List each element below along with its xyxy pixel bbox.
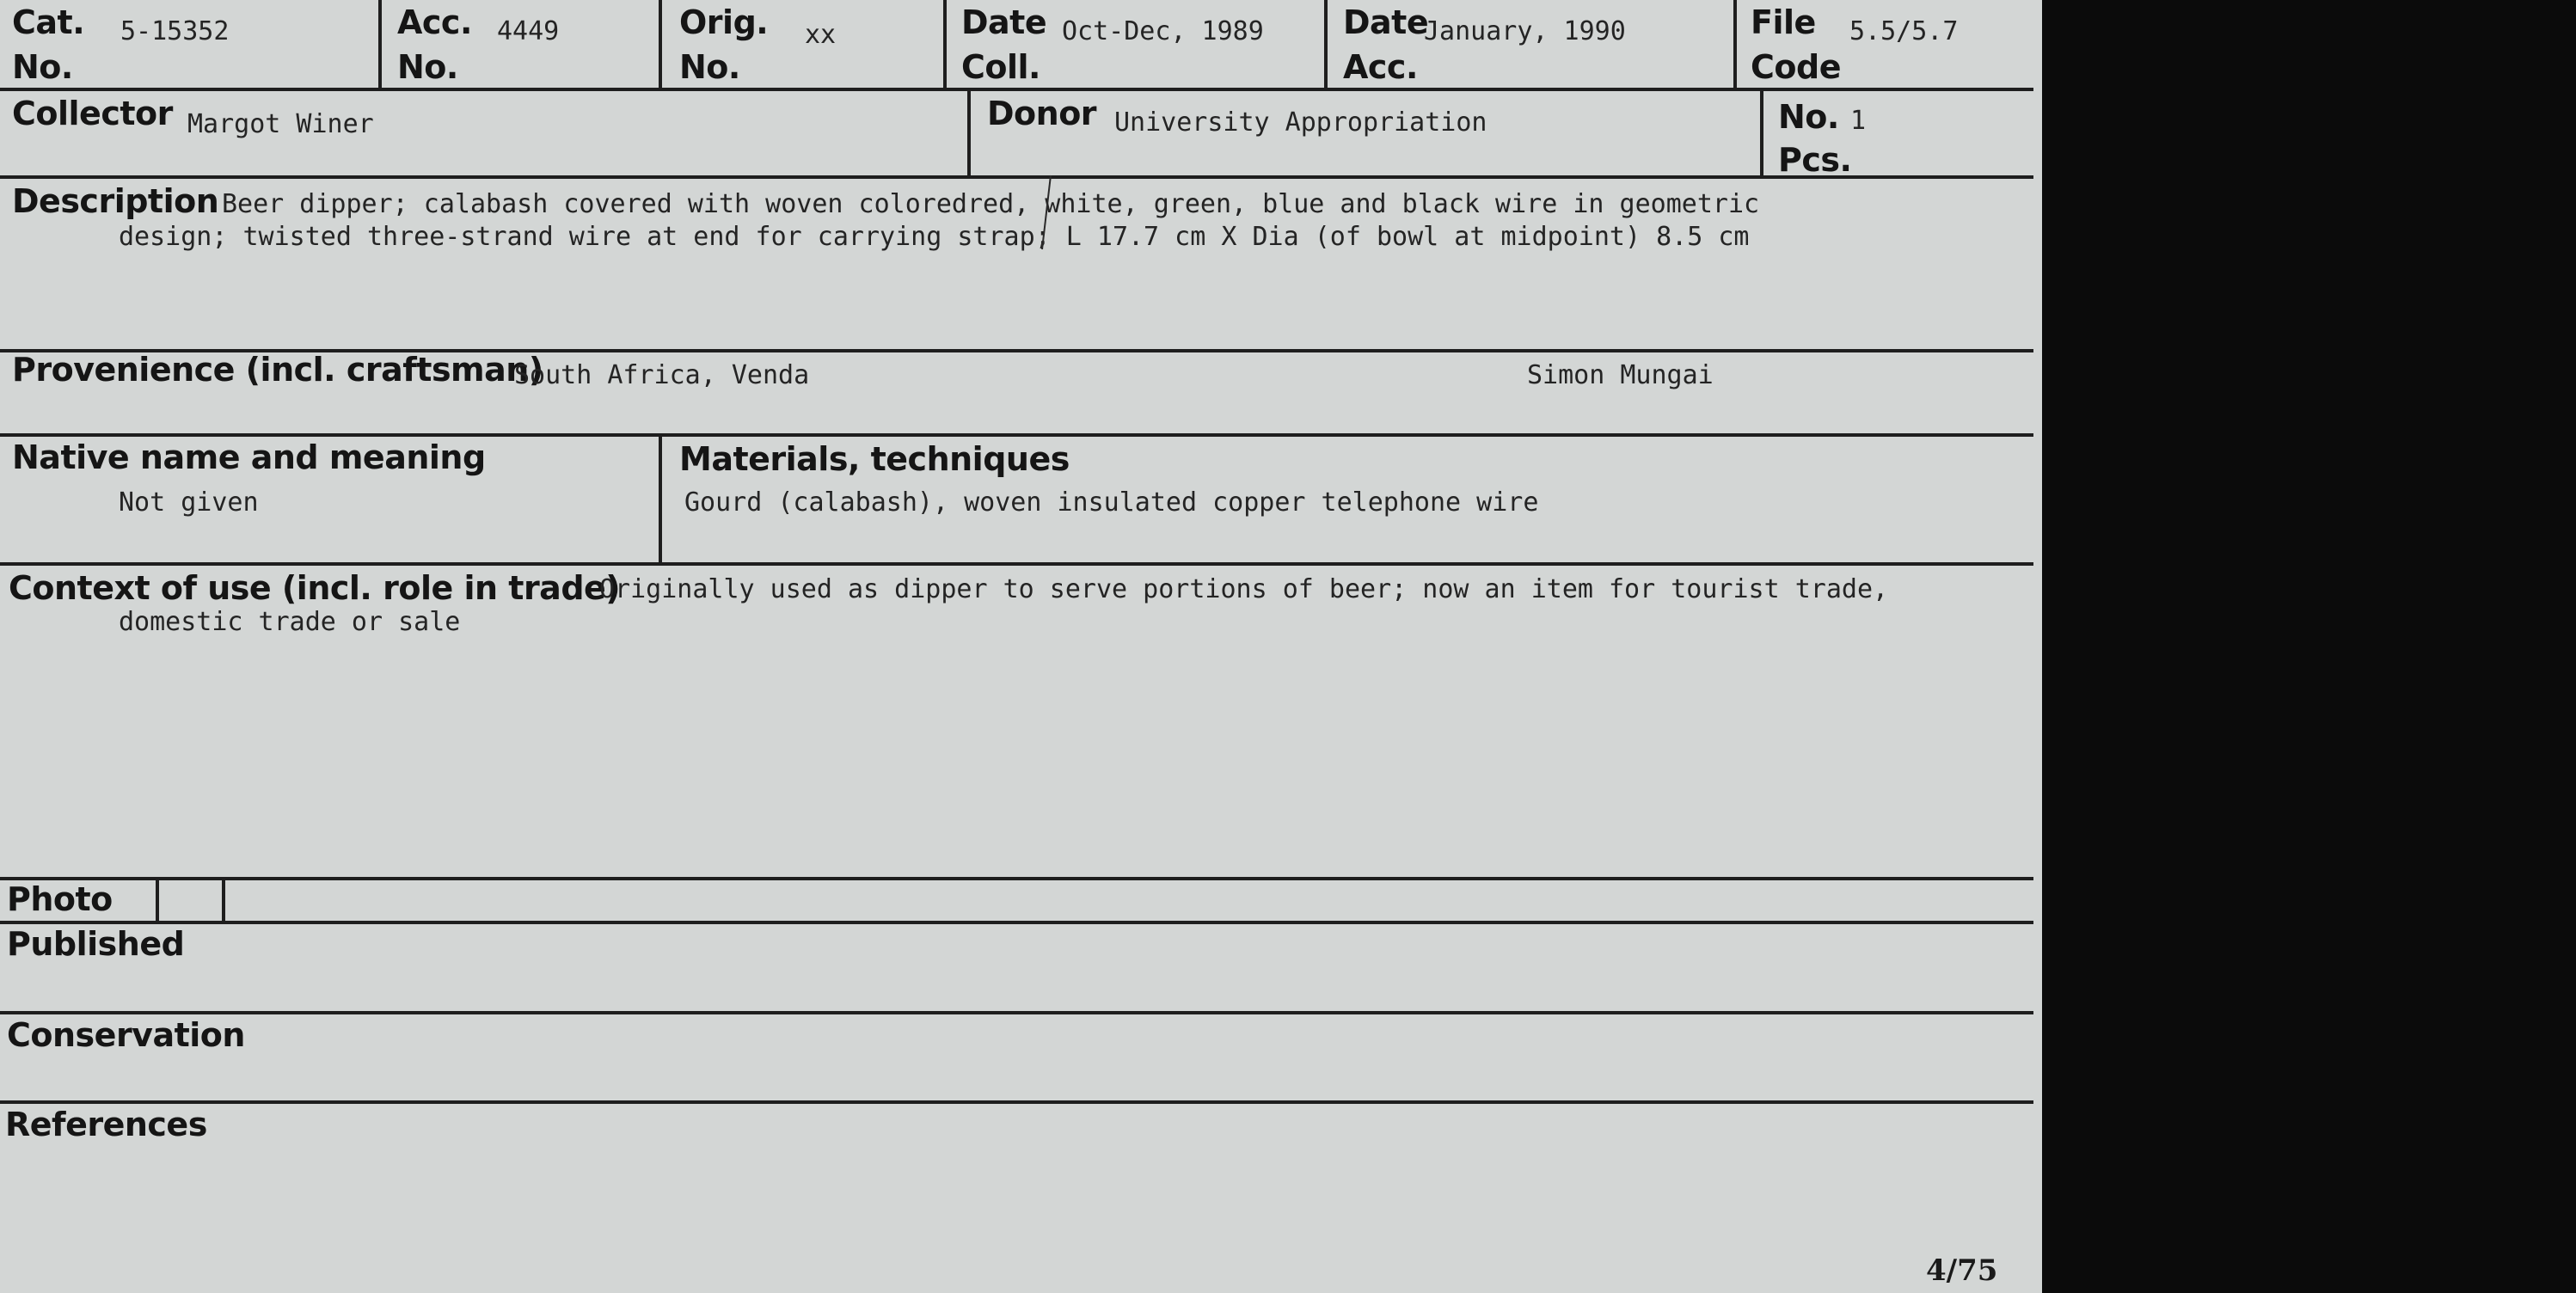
rule-photo: [0, 921, 2033, 924]
date-acc-label: Date: [1343, 3, 1429, 41]
published-label: Published: [7, 925, 185, 963]
photo-label: Photo: [7, 880, 113, 918]
description-label: Description: [12, 182, 219, 220]
context-label: Context of use (incl. role in trade): [9, 569, 621, 607]
orig-no-label-2: No.: [679, 48, 740, 86]
file-code-label-2: Code: [1751, 48, 1841, 86]
rule-native: [0, 562, 2033, 566]
divider-orig-date: [943, 0, 947, 89]
rule-collector: [0, 175, 2033, 179]
description-line-1: Beer dipper; calabash covered with woven coloredred, white, green, blue and black wire in geometric: [222, 189, 1760, 219]
references-label: References: [5, 1106, 207, 1143]
card-number: 4/75: [1926, 1253, 1998, 1288]
date-coll-label-2: Coll.: [961, 48, 1040, 86]
divider-collector-donor: [967, 89, 971, 177]
divider-dateacc-file: [1733, 0, 1737, 89]
native-name-value: Not given: [119, 487, 259, 518]
orig-no-label: Orig.: [679, 3, 769, 41]
orig-no-value: xx: [805, 20, 837, 50]
date-acc-label-2: Acc.: [1343, 48, 1418, 86]
rule-header: [0, 88, 2033, 91]
rule-published: [0, 1011, 2033, 1014]
materials-label: Materials, techniques: [679, 440, 1070, 478]
date-acc-value: January, 1990: [1424, 16, 1626, 46]
rule-conservation: [0, 1100, 2033, 1104]
acc-no-label-2: No.: [397, 48, 458, 86]
native-name-label: Native name and meaning: [12, 438, 486, 476]
divider-native-materials: [659, 435, 662, 564]
rule-provenience: [0, 433, 2033, 437]
file-code-value: 5.5/5.7: [1849, 16, 1959, 46]
pen-stroke-mark: [1032, 174, 1058, 253]
collector-label: Collector: [12, 95, 173, 132]
cat-no-label: Cat.: [12, 3, 85, 41]
divider-datecoll-dateacc: [1324, 0, 1328, 89]
context-line-1: Originally used as dipper to serve portions of beer; now an item for tourist trade,: [599, 574, 1889, 604]
photo-box-divider-2: [222, 879, 225, 922]
date-coll-label: Date: [961, 3, 1047, 41]
file-code-label: File: [1751, 3, 1816, 41]
no-pcs-label: No.: [1778, 98, 1839, 136]
divider-acc-orig: [659, 0, 662, 89]
rule-context: [0, 877, 2033, 880]
acc-no-label: Acc.: [397, 3, 472, 41]
materials-value: Gourd (calabash), woven insulated copper telephone wire: [684, 487, 1539, 518]
no-pcs-value: 1: [1850, 106, 1867, 136]
date-coll-value: Oct-Dec, 1989: [1062, 16, 1264, 46]
no-pcs-label-2: Pcs.: [1778, 141, 1852, 179]
divider-cat-acc: [378, 0, 382, 89]
donor-label: Donor: [987, 95, 1097, 132]
cat-no-label-2: No.: [12, 48, 73, 86]
context-line-2: domestic trade or sale: [119, 607, 461, 637]
description-line-2: design; twisted three-strand wire at end for carrying strap; L 17.7 cm X Dia (of bowl at midpoint) 8.5 cm: [119, 222, 1750, 252]
provenience-label: Provenience (incl. craftsman): [12, 351, 543, 389]
photo-box-divider-1: [156, 879, 159, 922]
acc-no-value: 4449: [497, 16, 560, 46]
donor-value: University Appropriation: [1114, 107, 1487, 138]
cat-no-value: 5-15352: [120, 16, 230, 46]
craftsman-value: Simon Mungai: [1527, 360, 1714, 390]
provenience-value: South Africa, Venda: [514, 360, 810, 390]
collector-value: Margot Winer: [187, 109, 374, 139]
conservation-label: Conservation: [7, 1016, 245, 1054]
divider-donor-pcs: [1760, 89, 1763, 177]
